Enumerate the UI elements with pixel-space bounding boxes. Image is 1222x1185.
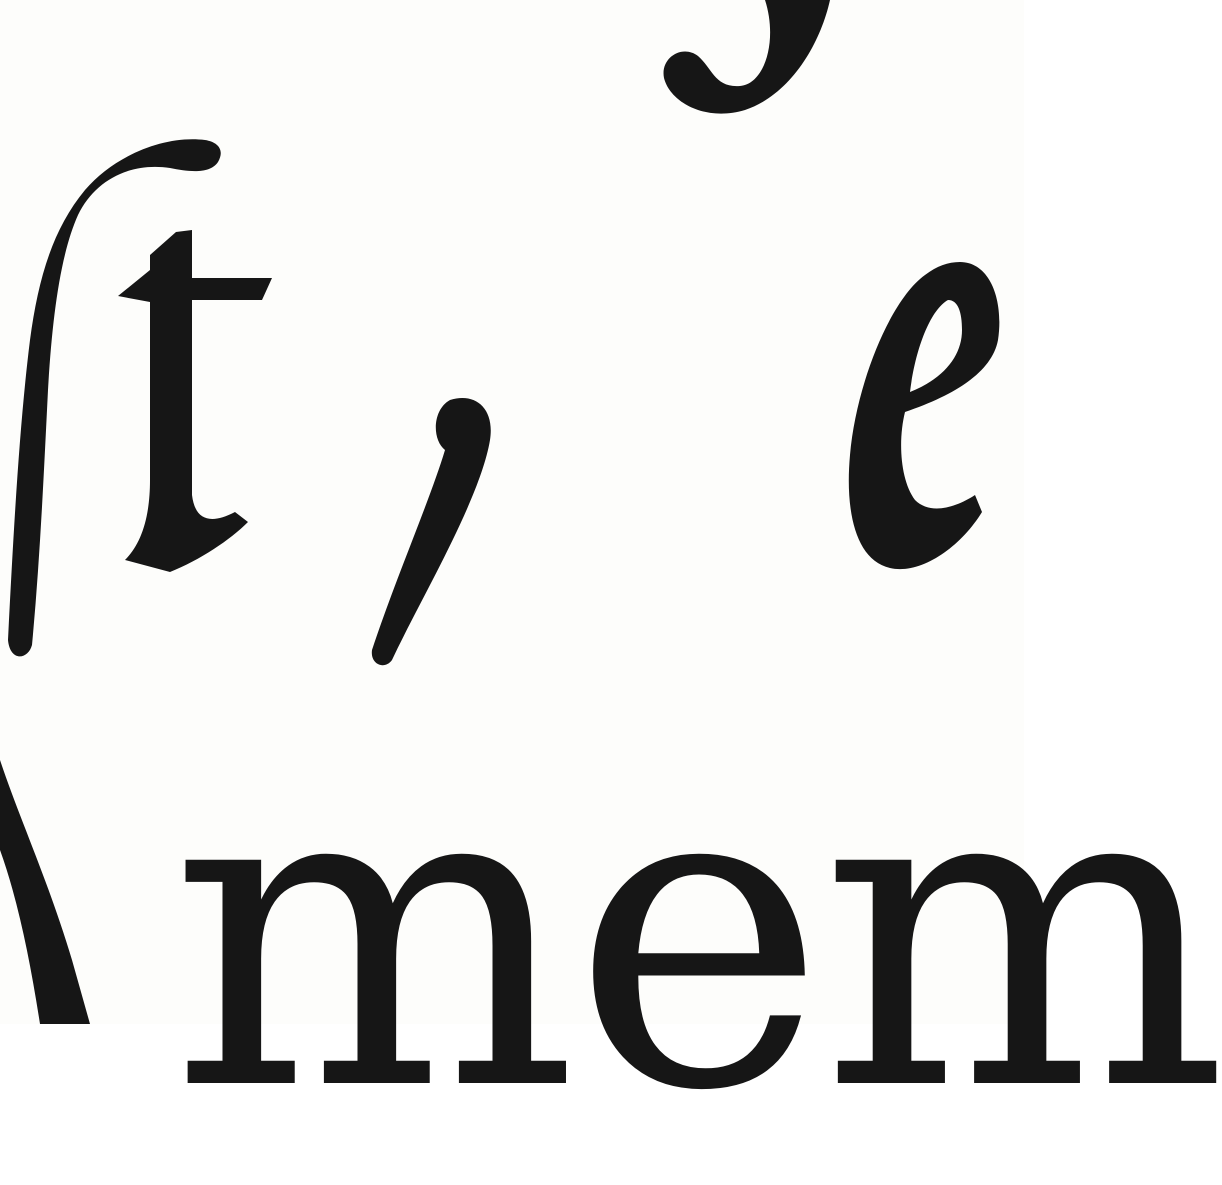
text-line-bottom: mem (170, 685, 1222, 1185)
partial-glyph-left (0, 760, 90, 1024)
